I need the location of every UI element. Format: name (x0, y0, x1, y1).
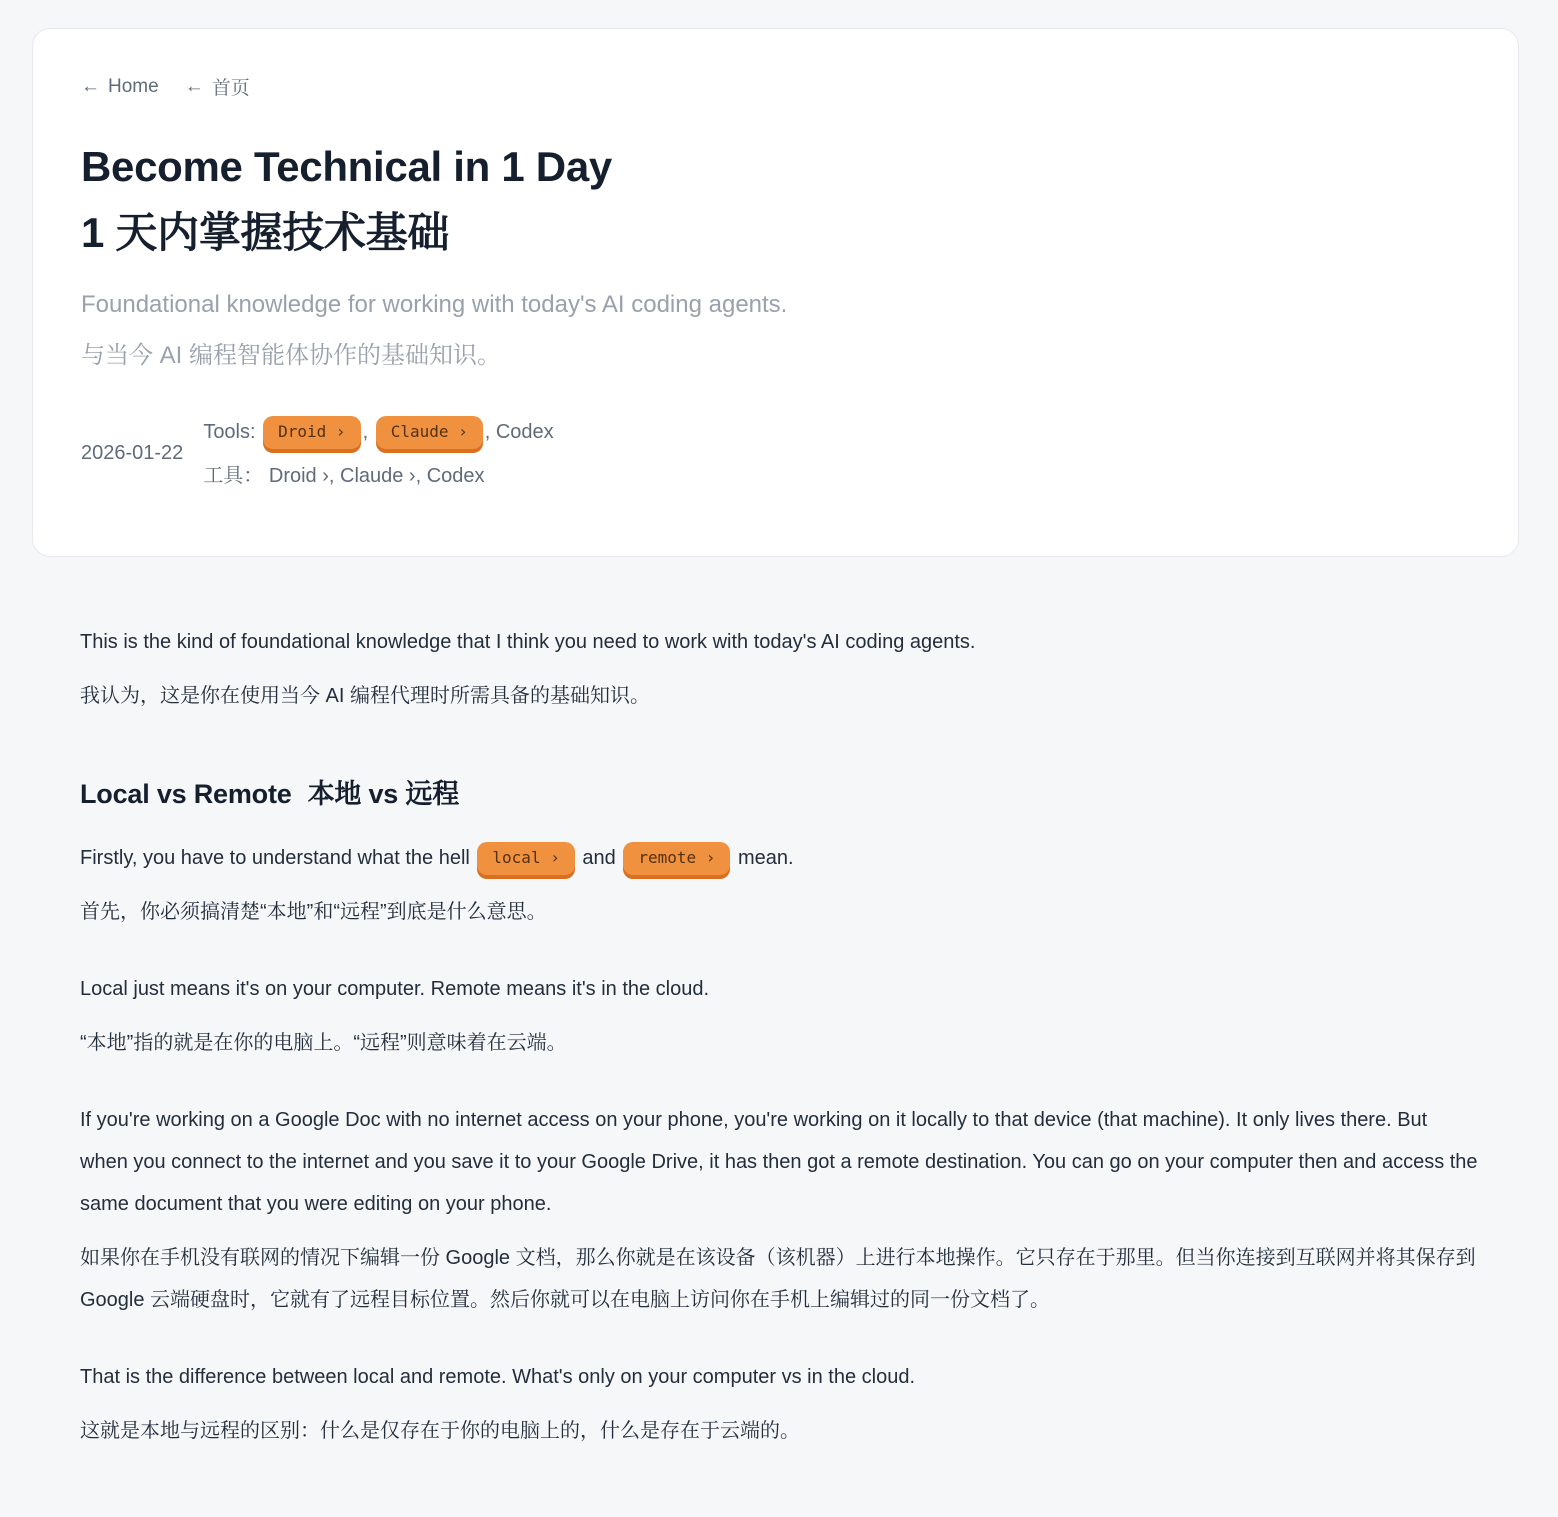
tool-button-claude[interactable]: Claude › (376, 416, 483, 449)
paragraph-google-doc (80, 1099, 1478, 1321)
tools-label-en: Tools: (203, 420, 262, 443)
remote-pill-button[interactable]: remote › (623, 842, 730, 875)
paragraph-local-means-en: Local just means it's on your computer. Remote means it's in the cloud. (80, 977, 710, 1000)
tools-row-zh (203, 454, 553, 498)
tools-list-zh: Droid ›, Claude ›, Codex (268, 464, 485, 487)
breadcrumb-home-zh-label: 首页 (211, 78, 250, 99)
back-arrow-icon: ← (184, 75, 204, 97)
breadcrumb-home-label: Home (108, 75, 159, 97)
tools-row-en (203, 410, 553, 454)
header-card (32, 28, 1519, 557)
breadcrumb (81, 73, 1470, 100)
section-heading-local-vs-remote (80, 773, 1478, 815)
local-pill-button[interactable]: local › (477, 842, 574, 875)
paragraph-firstly-en (80, 837, 1478, 879)
paragraph-local-means (80, 968, 1478, 1064)
text-segment: mean. (732, 846, 794, 869)
tools-block (203, 410, 553, 498)
post-date: 2026-01-22 (81, 442, 184, 465)
page-title-zh: 1 天内掌握技术基础 (81, 209, 450, 257)
text-segment: Firstly, you have to understand what the hell (80, 846, 476, 869)
paragraph-intro-en: This is the kind of foundational knowledge that I think you need to work with today's AI coding agents. (80, 630, 976, 653)
paragraph-google-doc-en: If you're working on a Google Doc with no internet access on your phone, you're working on it locally to that device (that machine). It only lives there. But when you connect to the internet and you save it to your Google Drive, it has then got a remote destination. You can go on your computer then and access the same document that you were editing on your phone. (80, 1108, 1478, 1215)
section-heading-en: Local vs Remote (80, 778, 292, 809)
back-arrow-icon: ← (81, 75, 100, 97)
tool-button-droid[interactable]: Droid › (263, 416, 360, 449)
paragraph-difference-en: That is the difference between local and remote. What's only on your computer vs in the cloud. (80, 1365, 916, 1388)
paragraph-local-means-zh: “本地”指的就是在你的电脑上。“远程”则意味着在云端。 (80, 1031, 567, 1054)
tools-separator: , (362, 420, 374, 443)
tools-plain-codex: , Codex (484, 420, 554, 443)
page-subtitle-zh: 与当今 AI 编程智能体协作的基础知识。 (81, 341, 502, 369)
post-meta (81, 410, 1470, 498)
article-body (0, 557, 1558, 1517)
page-subtitle-en: Foundational knowledge for working with today's AI coding agents. (81, 290, 788, 318)
breadcrumb-home-zh-link[interactable] (185, 73, 250, 100)
paragraph-difference (80, 1356, 1478, 1452)
breadcrumb-home-link[interactable] (81, 76, 159, 98)
text-segment: and (576, 846, 622, 869)
paragraph-firstly-zh: 首先，你必须搞清楚“本地”和“远程”到底是什么意思。 (80, 900, 547, 923)
paragraph-intro (80, 621, 1478, 717)
paragraph-difference-zh: 这就是本地与远程的区别：什么是仅存在于你的电脑上的，什么是存在于云端的。 (80, 1419, 800, 1442)
page-title (81, 134, 1470, 267)
section-heading-zh: 本地 vs 远程 (307, 778, 460, 809)
tools-label-zh: 工具： (203, 464, 269, 487)
page-subtitle (81, 291, 1470, 370)
paragraph-google-doc-zh: 如果你在手机没有联网的情况下编辑一份 Google 文档，那么你就是在该设备（该机器）上进行本地操作。它只存在于那里。但当你连接到互联网并将其保存到 Google 云端硬盘时，它就有了远程目标位置。然后你就可以在电脑上访问你在手机上编辑过的同一份文档了。 (80, 1246, 1476, 1311)
page-title-en: Become Technical in 1 Day (81, 143, 612, 190)
paragraph-intro-zh: 我认为，这是你在使用当今 AI 编程代理时所需具备的基础知识。 (80, 684, 651, 707)
paragraph-firstly (80, 837, 1478, 933)
